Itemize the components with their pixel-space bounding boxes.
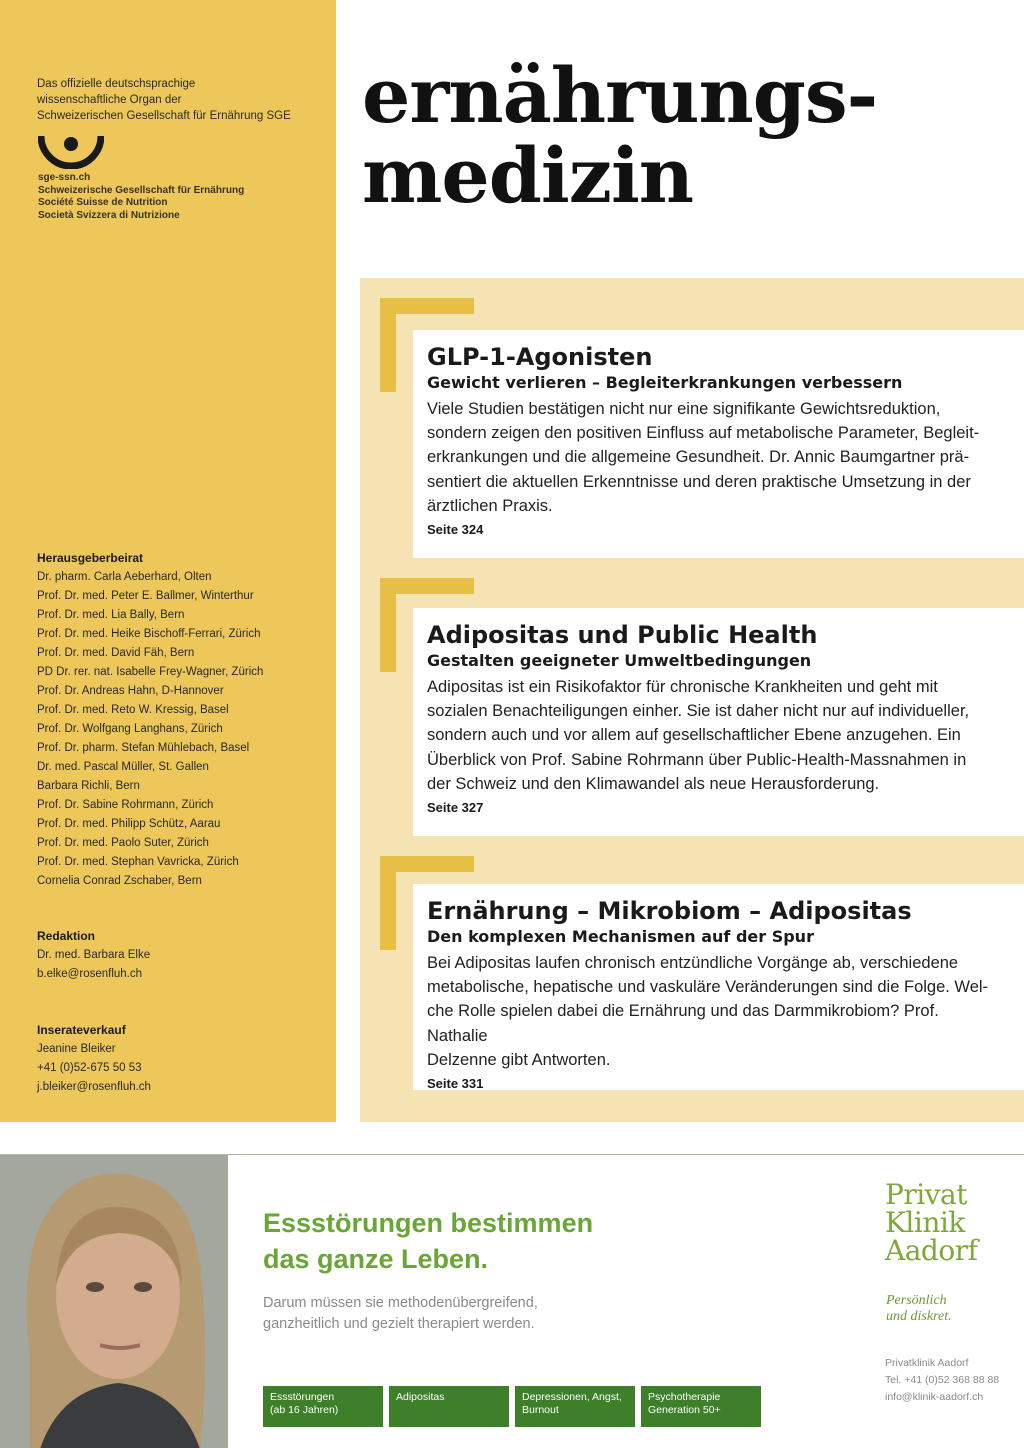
board-member: Prof. Dr. Wolfgang Langhans, Zürich — [37, 723, 223, 735]
sge-logo-text: sge-ssn.ch Schweizerische Gesellschaft für Ernährung Société Suisse de Nutrition Società Svizzera di Nutrizione — [38, 172, 245, 221]
tile-essstoerungen[interactable]: Essstörungen (ab 16 Jahren) — [263, 1386, 383, 1427]
brand-slogan: Persönlich und diskret. — [886, 1293, 952, 1324]
ad-sales-email-link[interactable]: j.bleiker@rosenfluh.ch — [37, 1081, 151, 1093]
logo-site: sge-ssn.ch — [38, 172, 91, 183]
article-subtitle: Gewicht verlieren – Begleiterkrankungen verbessern — [427, 373, 903, 392]
article-subtitle: Gestalten geeigneter Umweltbedingungen — [427, 651, 812, 670]
board-member: Prof. Dr. med. Paolo Suter, Zürich — [37, 837, 209, 849]
article-title: Ernährung – Mikrobiom – Adipositas — [427, 897, 912, 925]
article-teaser: Adipositas ist ein Risikofaktor für chronische Krankheiten und geht mit sozialen Benachteiligungen einher. Sie ist daher nicht nur auf individueller, sondern auch und vor allem auf gesellschaftlicher Ebene anzugehen. Ein Überblick von Prof. Sabine Rohrmann über Public-Health-Massnahmen in der Schweiz und den Klimawandel als neue Herausforderung. — [427, 678, 970, 793]
article-subtitle: Den komplexen Mechanismen auf der Spur — [427, 927, 814, 946]
article-title: Adipositas und Public Health — [427, 621, 818, 649]
ad-subtext: Darum müssen sie methodenübergreifend, ganzheitlich und gezielt therapiert werden. — [263, 1295, 538, 1332]
article-page-ref: Seite 324 — [427, 522, 484, 538]
editorial-contact: Redaktion Dr. med. Barbara Elke b.elke@rosenfluh.ch — [37, 927, 150, 984]
board-member: Prof. Dr. med. Peter E. Ballmer, Winterthur — [37, 590, 254, 602]
board-heading: Herausgeberbeirat — [37, 551, 144, 565]
article-card-glp1[interactable] — [413, 330, 1024, 558]
article-card-adipositas-public-health[interactable] — [413, 608, 1024, 836]
board-member: Cornelia Conrad Zschaber, Bern — [37, 875, 202, 887]
board-member: Prof. Dr. med. Heike Bischoff-Ferrari, Zürich — [37, 628, 261, 640]
privatklinik-logo: Privat Klinik Aadorf — [885, 1178, 978, 1267]
tile-depressionen[interactable]: Depressionen, Angst, Burnout — [515, 1386, 635, 1427]
sge-logo-icon — [38, 136, 104, 169]
article-title: GLP-1-Agonisten — [427, 343, 653, 371]
board-member: PD Dr. rer. nat. Isabelle Frey-Wagner, Zürich — [37, 666, 264, 678]
sidebar — [0, 0, 336, 1122]
tile-adipositas[interactable]: Adipositas — [389, 1386, 509, 1427]
ad-headline: Essstörungen bestimmen das ganze Leben. — [263, 1208, 594, 1274]
article-teaser: Bei Adipositas laufen chronisch entzündliche Vorgänge ab, verschiedene metabolische, hepatische und vaskuläre Veränderungen sind die Folge. Wel- che Rolle spielen dabei die Ernährung und das Darmmikrobiom? Prof. Nathalie Delzenne gibt Antworten. — [427, 954, 989, 1069]
board-member: Prof. Dr. Sabine Rohrmann, Zürich — [37, 799, 214, 811]
ad-service-tiles — [263, 1386, 761, 1427]
article-card-mikrobiom[interactable] — [413, 884, 1024, 1090]
board-member: Prof. Dr. med. Reto W. Kressig, Basel — [37, 704, 229, 716]
board-member: Barbara Richli, Bern — [37, 780, 140, 792]
ad-sales-phone: +41 (0)52-675 50 53 — [37, 1062, 142, 1074]
board-member: Prof. Dr. pharm. Stefan Mühlebach, Basel — [37, 742, 250, 754]
board-member: Prof. Dr. med. Stephan Vavricka, Zürich — [37, 856, 239, 868]
board-member: Prof. Dr. med. Philipp Schütz, Aarau — [37, 818, 221, 830]
board-member: Dr. med. Pascal Müller, St. Gallen — [37, 761, 209, 773]
board-member: Prof. Dr. med. David Fäh, Bern — [37, 647, 195, 659]
editorial-board — [37, 549, 263, 891]
clinic-email-link[interactable]: info@klinik-aadorf.ch — [885, 1391, 984, 1403]
clinic-contact: Privatklinik Aadorf Tel. +41 (0)52 368 88 88 info@klinik-aadorf.ch — [885, 1355, 999, 1406]
tile-psychotherapie[interactable]: Psychotherapie Generation 50+ — [641, 1386, 761, 1427]
editor-email-link[interactable]: b.elke@rosenfluh.ch — [37, 968, 143, 980]
article-page-ref: Seite 327 — [427, 800, 484, 816]
advertisement[interactable] — [0, 1154, 1024, 1448]
board-member: Prof. Dr. Andreas Hahn, D-Hannover — [37, 685, 224, 697]
article-teaser: Viele Studien bestätigen nicht nur eine signifikante Gewichtsreduktion, sondern zeigen den positiven Einfluss auf metabolische Parameter, Begleit- erkrankungen und die allgemeine Gesundheit. Dr. Annic Baumgartner prä- sentiert die aktuellen Erkenntnisse und deren praktische Umsetzung in der ärztlichen Praxis. — [427, 400, 980, 515]
board-member: Prof. Dr. med. Lia Bally, Bern — [37, 609, 185, 621]
journal-title: ernährungs- medizin — [362, 51, 878, 220]
ad-sales-contact: Inserateverkauf Jeanine Bleiker +41 (0)52-675 50 53 j.bleiker@rosenfluh.ch — [37, 1021, 151, 1097]
article-page-ref: Seite 331 — [427, 1076, 484, 1092]
journal-tagline: Das offizielle deutschsprachige wissenschaftliche Organ der Schweizerischen Gesellschaft für Ernährung SGE — [37, 78, 291, 122]
woman-portrait-photo — [0, 1155, 228, 1448]
board-member: Dr. pharm. Carla Aeberhard, Olten — [37, 571, 212, 583]
